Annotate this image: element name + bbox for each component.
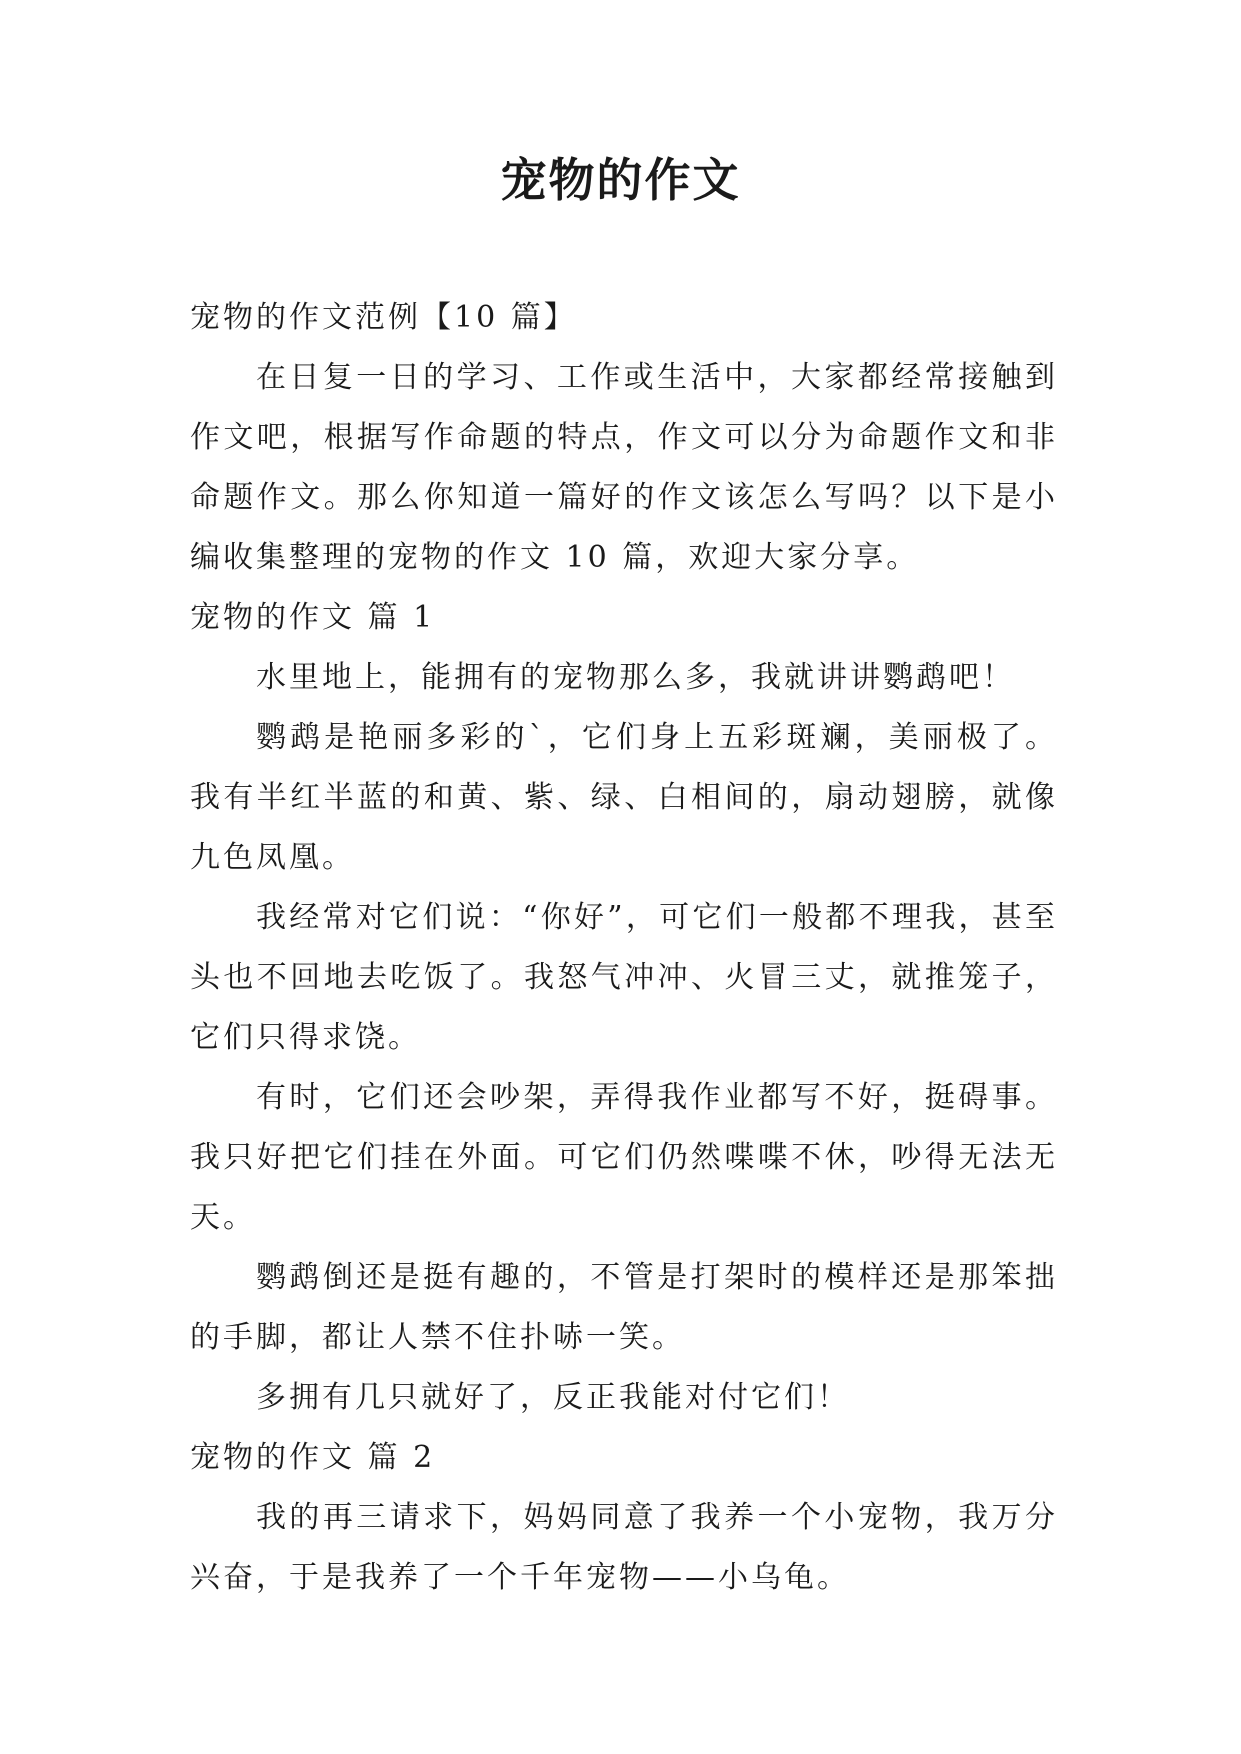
essay-2-heading: 宠物的作文 篇 2 <box>190 1440 436 1475</box>
document-title: 宠物的作文 <box>500 153 741 207</box>
essay-1-paragraph: 我经常对它们说：“你好”，可它们一般都不理我，甚至头也不回地去吃饭了。我怒气冲冲、火冒三丈，就推笼子，它们只得求饶。 <box>190 900 1058 1055</box>
essay-1-paragraph: 水里地上，能拥有的宠物那么多，我就讲讲鹦鹉吧！ <box>256 660 1015 695</box>
essay-1-paragraph: 鹦鹉倒还是挺有趣的，不管是打架时的模样还是那笨拙的手脚，都让人禁不住扑哧一笑。 <box>190 1260 1058 1355</box>
intro-paragraph: 在日复一日的学习、工作或生活中，大家都经常接触到作文吧，根据写作命题的特点，作文可以分为命题作文和非命题作文。那么你知道一篇好的作文该怎么写吗？以下是小编收集整理的宠物的作文 10 篇，欢迎大家分享。 <box>190 360 1058 575</box>
essay-1-paragraph: 多拥有几只就好了，反正我能对付它们！ <box>256 1380 850 1415</box>
document-subtitle: 宠物的作文范例【10 篇】 <box>190 300 577 335</box>
essay-2-paragraph: 我的再三请求下，妈妈同意了我养一个小宠物，我万分兴奋，于是我养了一个千年宠物——小乌龟。 <box>190 1500 1058 1595</box>
document-body <box>190 288 1058 1608</box>
essay-1-paragraph: 有时，它们还会吵架，弄得我作业都写不好，挺碍事。我只好把它们挂在外面。可它们仍然喋喋不休，吵得无法无天。 <box>190 1080 1058 1235</box>
essay-1-heading: 宠物的作文 篇 1 <box>190 600 436 635</box>
essay-1-paragraph: 鹦鹉是艳丽多彩的`，它们身上五彩斑斓，美丽极了。我有半红半蓝的和黄、紫、绿、白相间的，扇动翅膀，就像九色凤凰。 <box>190 720 1058 875</box>
